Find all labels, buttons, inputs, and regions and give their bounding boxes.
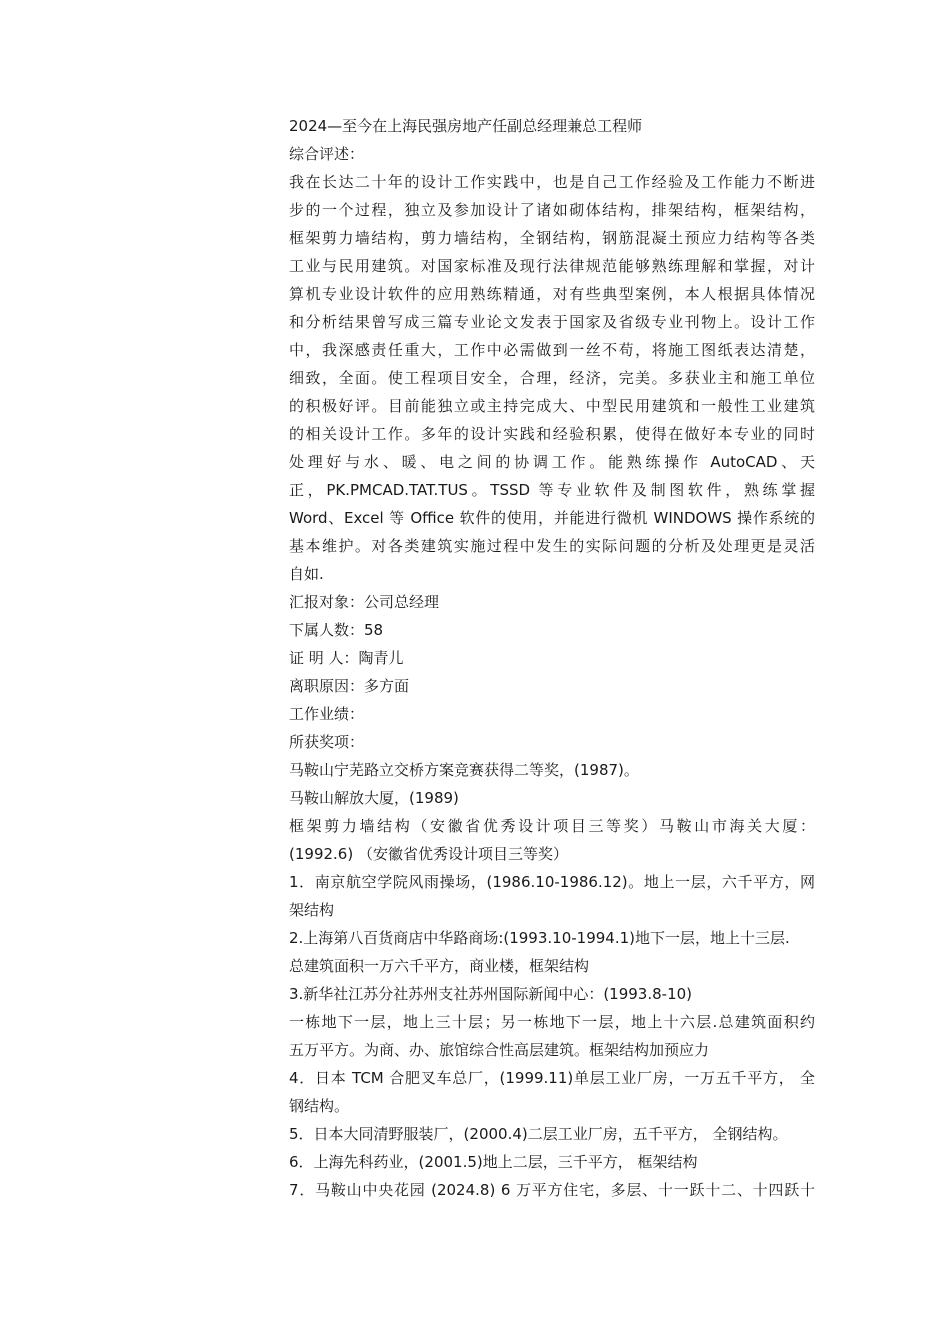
employment-header: 2024—至今在上海民强房地产任副总经理兼总工程师: [289, 117, 643, 135]
summary-line: 处理好与水、暖、电之间的协调工作。能熟练操作 AutoCAD、天: [289, 453, 815, 471]
project-line: 五万平方。为商、办、旅馆综合性高层建筑。框架结构加预应力: [289, 1041, 710, 1059]
subordinates-count: 下属人数：58: [289, 621, 384, 639]
summary-line: 正，PK.PMCAD.TAT.TUS。TSSD 等专业软件及制图软件，熟练掌握: [289, 481, 815, 499]
summary-line: 和分析结果曾写成三篇专业论文发表于国家及省级专业刊物上。设计工作: [289, 313, 815, 331]
award-line: 马鞍山解放大厦，(1989): [289, 789, 459, 807]
awards-label: 所获奖项：: [289, 733, 365, 751]
report-to: 汇报对象：公司总经理: [289, 593, 440, 611]
project-line: 6．上海先科药业，(2001.5)地上二层，三千平方， 框架结构: [289, 1153, 698, 1171]
project-line: 1．南京航空学院风雨操场，(1986.10-1986.12)。地上一层，六千平方，网: [289, 873, 815, 891]
summary-line: 细致，全面。使工程项目安全，合理，经济，完美。多获业主和施工单位: [289, 369, 815, 387]
summary-paragraph: [289, 168, 815, 588]
project-line: 4．日本 TCM 合肥叉车总厂，(1999.11)单层工业厂房，一万五千平方， 全: [289, 1069, 815, 1087]
project-line: 架结构: [289, 901, 335, 919]
summary-line: 的积极好评。目前能独立或主持完成大、中型民用建筑和一般性工业建筑: [289, 397, 815, 415]
project-line: 3.新华社江苏分社苏州支社苏州国际新闻中心：(1993.8-10): [289, 985, 693, 1003]
project-line: 钢结构。: [289, 1097, 350, 1115]
award-line: 框架剪力墙结构（安徽省优秀设计项目三等奖）马鞍山市海关大厦：: [289, 817, 815, 835]
summary-line: 的相关设计工作。多年的设计实践和经验积累，使得在做好本专业的同时: [289, 425, 815, 443]
award-line: (1992.6) （安徽省优秀设计项目三等奖）: [289, 845, 568, 863]
summary-line: 中，我深感责任重大，工作中必需做到一丝不苟，将施工图纸表达清楚，: [289, 341, 815, 359]
performance-label: 工作业绩：: [289, 705, 365, 723]
leave-reason: 离职原因：多方面: [289, 677, 410, 695]
summary-line: 自如.: [289, 565, 324, 583]
project-line: 一栋地下一层，地上三十层；另一栋地下一层，地上十六层.总建筑面积约: [289, 1013, 815, 1031]
document-page: [289, 112, 815, 1204]
summary-line: 算机专业设计软件的应用熟练精通，对有些典型案例，本人根据具体情况: [289, 285, 815, 303]
summary-line: 基本维护。对各类建筑实施过程中发生的实际问题的分析及处理更是灵活: [289, 537, 815, 555]
awards-list: [289, 756, 815, 868]
reference-person: 证 明 人：陶青儿: [289, 649, 404, 667]
summary-line: 框架剪力墙结构，剪力墙结构，全钢结构，钢筋混凝土预应力结构等各类: [289, 229, 815, 247]
summary-line: 我在长达二十年的设计工作实践中，也是自己工作经验及工作能力不断进: [289, 173, 815, 191]
projects-list: [289, 868, 815, 1204]
summary-line: 工业与民用建筑。对国家标准及现行法律规范能够熟练理解和掌握，对计: [289, 257, 815, 275]
project-line: 7．马鞍山中央花园 (2024.8) 6 万平方住宅，多层、十一跃十二、十四跃十: [289, 1181, 815, 1199]
project-line: 总建筑面积一万六千平方，商业楼，框架结构: [289, 957, 590, 975]
project-line: 5．日本大同清野服装厂，(2000.4)二层工业厂房，五千平方， 全钢结构。: [289, 1125, 788, 1143]
summary-line: Word、Excel 等 Office 软件的使用，并能进行微机 WINDOWS 操作系统的: [289, 509, 815, 527]
project-line: 2.上海第八百货商店中华路商场:(1993.10-1994.1)地下一层，地上十三层.: [289, 929, 790, 947]
award-line: 马鞍山宁芜路立交桥方案竞赛获得二等奖，(1987)。: [289, 761, 639, 779]
summary-label: 综合评述：: [289, 145, 365, 163]
summary-line: 步的一个过程，独立及参加设计了诸如砌体结构，排架结构，框架结构，: [289, 201, 815, 219]
